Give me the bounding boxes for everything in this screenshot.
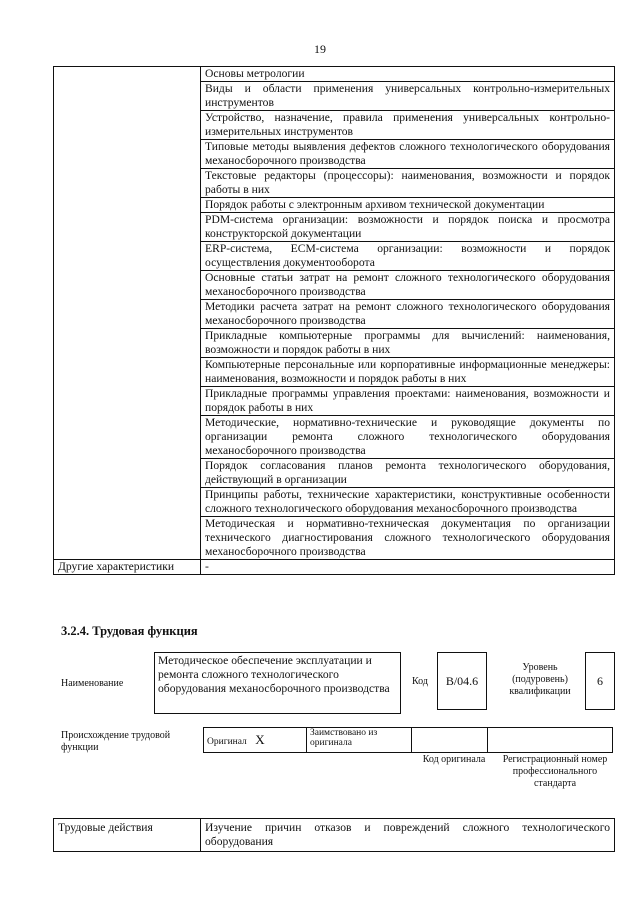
knowledge-item: Текстовые редакторы (процессоры): наименования, возможности и порядок работы в них (201, 169, 615, 198)
reg-number-cell (488, 728, 613, 753)
knowledge-item: Принципы работы, технические характеристики, конструктивные особенности сложного технологического оборудования механосборочного производства (201, 488, 615, 517)
knowledge-item: Устройство, назначение, правила применения универсальных контрольно-измерительных инструментов (201, 111, 615, 140)
reg-number-label: Регистрационный номер профессионального стандарта (502, 754, 608, 789)
knowledge-item: ERP-система, ECM-система организации: возможности и порядок осуществления документооборота (201, 242, 615, 271)
knowledge-item: Виды и области применения универсальных контрольно-измерительных инструментов (201, 82, 615, 111)
actions-label: Трудовые действия (54, 819, 201, 852)
knowledge-item: Методики расчета затрат на ремонт сложного технологического оборудования механосборочного производства (201, 300, 615, 329)
other-characteristics-row (54, 560, 615, 575)
knowledge-item: Порядок согласования планов ремонта технологического оборудования, действующий в организации (201, 459, 615, 488)
knowledge-row (54, 67, 615, 82)
knowledge-item: Прикладные компьютерные программы для вычислений: наименования, возможности и порядок работы в них (201, 329, 615, 358)
original-mark: X (255, 732, 265, 747)
knowledge-item: Прикладные программы управления проектами: наименования, возможности и порядок работы в них (201, 387, 615, 416)
origin-label: Происхождение трудовой функции (61, 730, 171, 753)
code-box: В/04.6 (437, 652, 487, 710)
level-label: Уровень (подуровень) квалификации (509, 662, 571, 697)
origin-table (203, 727, 613, 753)
name-label: Наименование (61, 678, 124, 689)
knowledge-item: Порядок работы с электронным архивом технической документации (201, 198, 615, 213)
level-box: 6 (585, 652, 615, 710)
knowledge-label-cell (54, 67, 201, 560)
knowledge-item: Методические, нормативно-технические и руководящие документы по организации ремонта сложного технологического оборудования механосборочного производства (201, 416, 615, 459)
borrowed-label: Заимствовано из оригинала (310, 728, 378, 748)
code-label: Код (412, 676, 428, 687)
other-characteristics-value: - (201, 560, 615, 575)
code-original-label: Код оригинала (422, 754, 486, 765)
knowledge-item: Компьютерные персональные или корпоративные информационные менеджеры: наименования, возможности и порядок работы в них (201, 358, 615, 387)
other-characteristics-label: Другие характеристики (54, 560, 201, 575)
original-cell (204, 728, 307, 753)
page-number: 19 (314, 42, 326, 56)
actions-value: Изучение причин отказов и повреждений сложного технологического оборудования (201, 819, 615, 852)
knowledge-item: Методическая и нормативно-техническая документация по организации технического диагностирования сложного технологического оборудования механосборочного производства (201, 517, 615, 560)
original-label: Оригинал (207, 737, 247, 747)
knowledge-item: PDM-система организации: возможности и порядок поиска и просмотра конструкторской документации (201, 213, 615, 242)
knowledge-item: Основные статьи затрат на ремонт сложного технологического оборудования механосборочного производства (201, 271, 615, 300)
borrowed-cell (307, 728, 412, 753)
knowledge-item: Типовые методы выявления дефектов сложного технологического оборудования механосборочного производства (201, 140, 615, 169)
knowledge-table (53, 66, 615, 575)
section-title: 3.2.4. Трудовая функция (61, 624, 198, 638)
actions-table (53, 818, 615, 852)
function-name-box: Методическое обеспечение эксплуатации и ремонта сложного технологического оборудования механосборочного производства (154, 652, 401, 714)
code-original-cell (412, 728, 488, 753)
knowledge-item: Основы метрологии (201, 67, 615, 82)
